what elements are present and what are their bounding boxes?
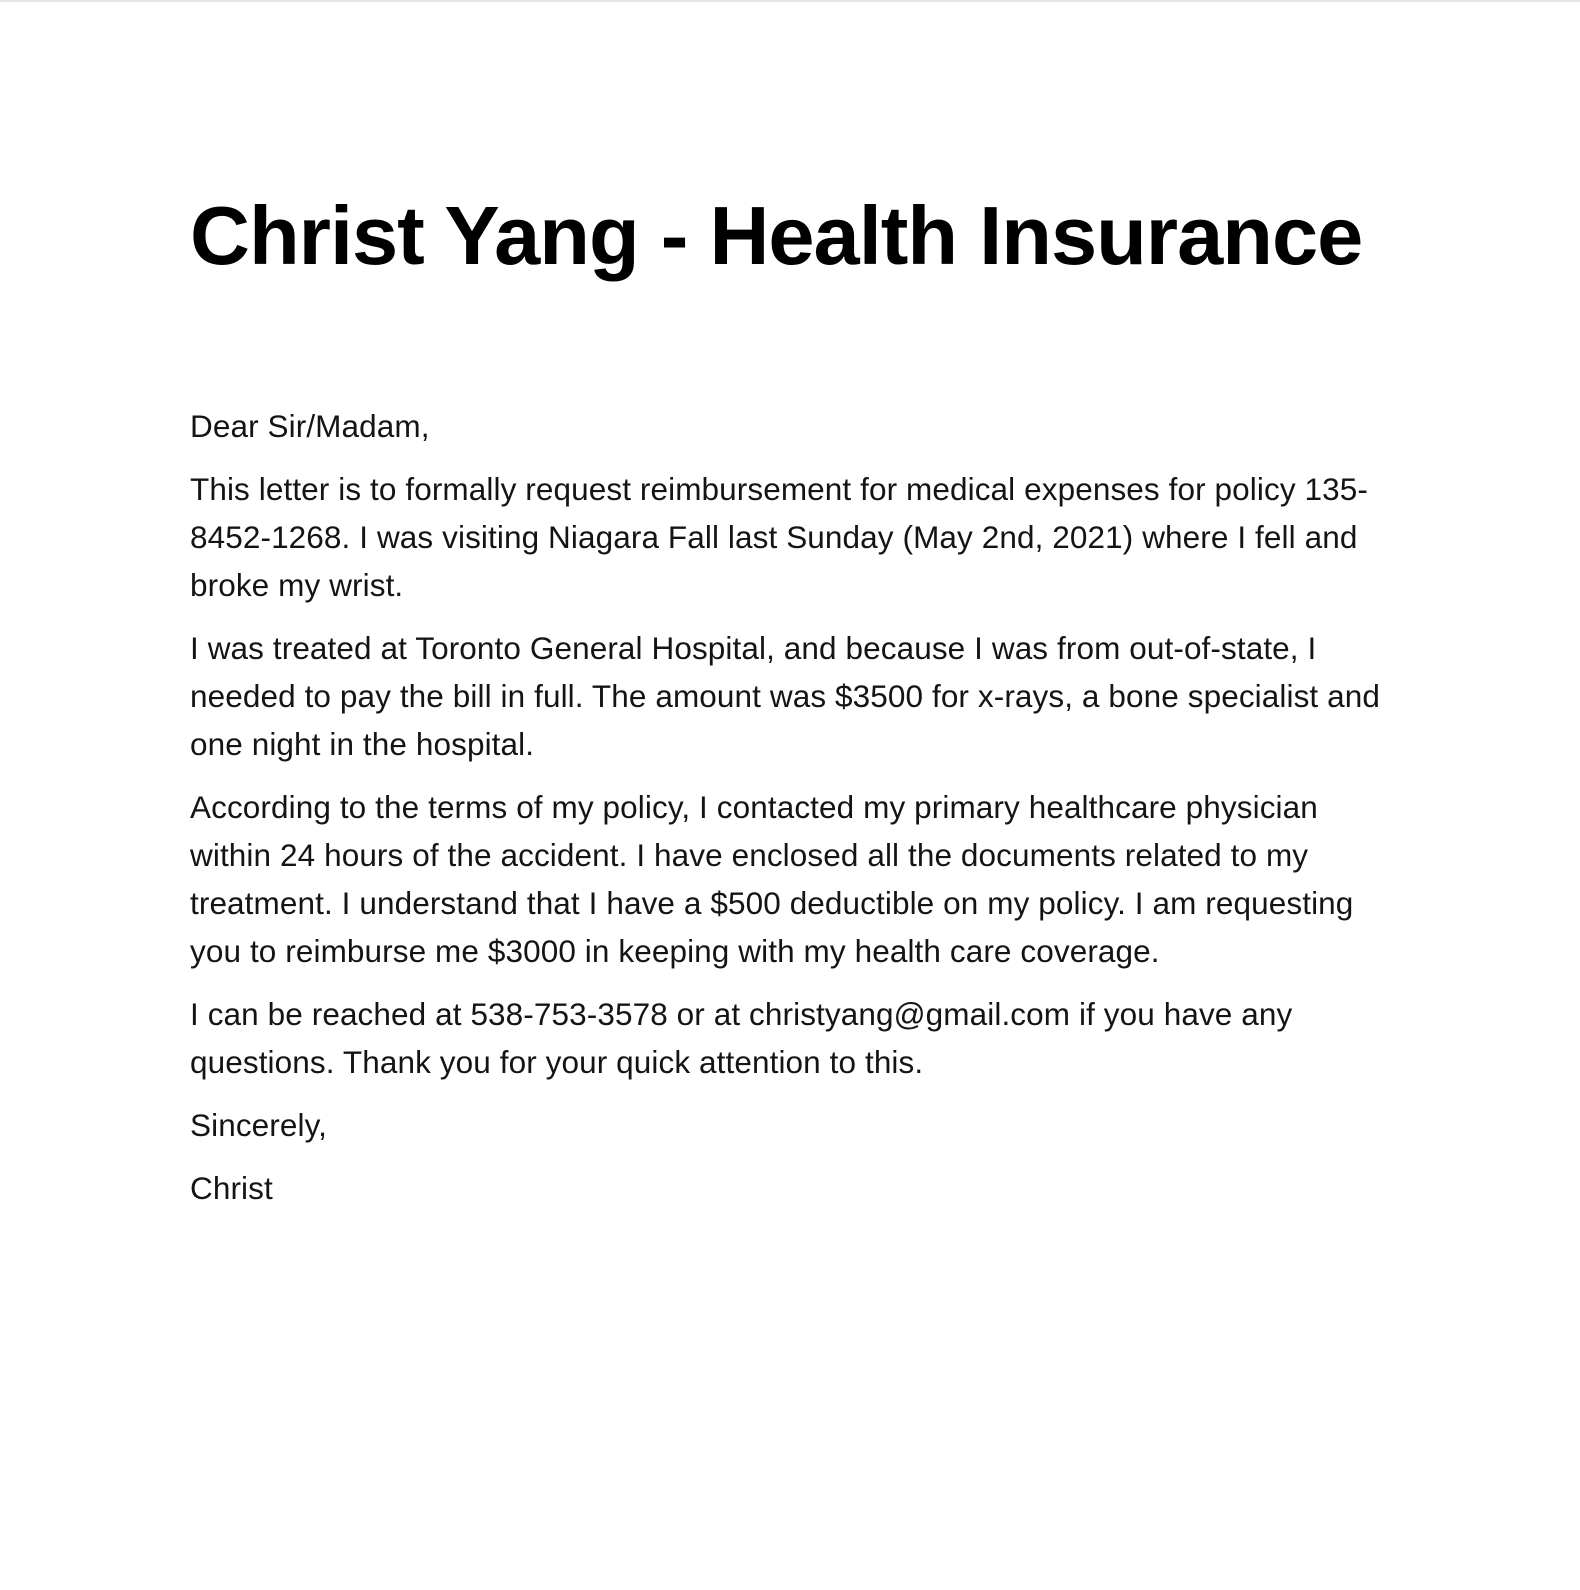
paragraph-contact: I can be reached at 538-753-3578 or at christyang@gmail.com if you have any questions. Thank you for your quick attention to this.: [190, 996, 1293, 1080]
letter-page: [190, 186, 1400, 1227]
top-divider: [0, 0, 1580, 2]
closing: Sincerely,: [190, 1107, 327, 1143]
document-title: Christ Yang - Health Insurance: [190, 189, 1363, 282]
paragraph-policy-terms: According to the terms of my policy, I contacted my primary healthcare physician within 24 hours of the accident. I have enclosed all the documents related to my treatment. I understand that I have a $500 deductible on my policy. I am requesting you to reimburse me $3000 in keeping with my health care coverage.: [190, 789, 1354, 969]
signature: Christ: [190, 1170, 273, 1206]
salutation: Dear Sir/Madam,: [190, 408, 430, 444]
paragraph-intro: This letter is to formally request reimbursement for medical expenses for policy 135-8452-1268. I was visiting Niagara Fall last Sunday (May 2nd, 2021) where I fell and broke my wrist.: [190, 471, 1368, 603]
paragraph-treatment: I was treated at Toronto General Hospital, and because I was from out-of-state, I needed to pay the bill in full. The amount was $3500 for x-rays, a bone specialist and one night in the hospital.: [190, 630, 1380, 762]
letter-body: [190, 402, 1400, 1212]
